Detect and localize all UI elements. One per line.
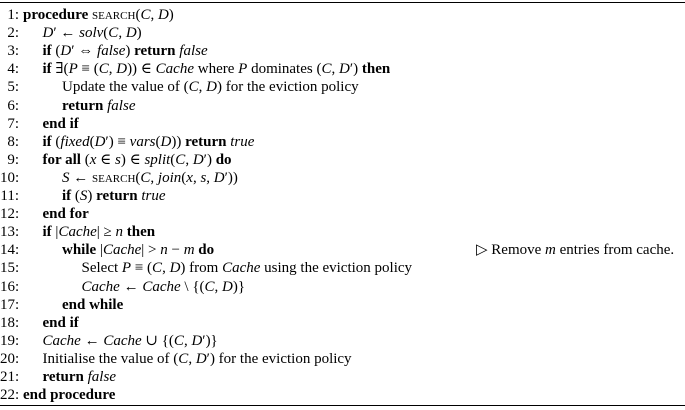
line-number: 6: (7, 97, 19, 114)
line-code: if (fixed(D′) ≡ vars(D)) return true (42, 133, 255, 150)
line-number: 15: (0, 260, 20, 277)
line-code: if ∃(P ≡ (C, D)) ∈ Cache where P dominates (C, D′) then (42, 61, 391, 78)
line-number: 5: (7, 79, 19, 96)
line-number: 1: (7, 7, 19, 23)
line-code: Initialise the value of (C, D′) for the eviction policy (42, 350, 352, 367)
line-code: if (S) return true (62, 188, 166, 204)
line-code: end if (42, 314, 79, 331)
line-number: 21: (0, 369, 20, 385)
line-number: 17: (0, 296, 20, 313)
bottom-rule (0, 405, 685, 406)
line-number: 19: (0, 332, 20, 349)
line-number: 2: (7, 25, 19, 42)
line-number: 22: (0, 387, 20, 404)
line-number: 16: (0, 278, 20, 295)
line-number: 11: (0, 188, 19, 204)
line-number: 10: (0, 169, 20, 186)
line-code: procedure search(C, D) (23, 7, 174, 23)
line-number: 7: (7, 115, 19, 132)
line-code: Select P ≡ (C, D) from Cache using the eviction policy (81, 260, 413, 277)
line-code: end while (62, 296, 124, 313)
line-code: return false (62, 97, 136, 114)
line-code: if (D′ ⇔ false) return false (42, 43, 208, 60)
line-code: Cache ← Cache \ {(C, D)} (81, 278, 246, 295)
line-code: while |Cache| > n − m do (62, 242, 215, 259)
line-number: 20: (0, 350, 20, 367)
line-number: 3: (7, 43, 19, 60)
line-code: Cache ← Cache ∪ {(C, D′)} (42, 332, 218, 349)
line-code: for all (x ∈ s) ∈ split(C, D′) do (42, 151, 232, 168)
line-comment: ▷ Remove m entries from cache. (476, 242, 675, 259)
line-number: 12: (0, 206, 20, 223)
line-code: S ← search(C, join(x, s, D′)) (62, 169, 238, 186)
line-code: Update the value of (C, D) for the eviction policy (62, 79, 359, 96)
line-number: 13: (0, 224, 20, 241)
top-rule (0, 2, 685, 3)
line-code: end procedure (23, 387, 116, 404)
line-code: end if (42, 115, 79, 132)
line-number: 9: (7, 151, 19, 168)
line-code: return false (42, 369, 116, 385)
line-number: 8: (7, 133, 19, 150)
line-code: D′ ← solv(C, D) (42, 25, 142, 42)
line-code: if |Cache| ≥ n then (42, 224, 156, 241)
line-number: 14: (0, 242, 20, 259)
line-number: 4: (7, 61, 19, 78)
line-number: 18: (0, 314, 20, 331)
line-code: end for (42, 206, 89, 223)
